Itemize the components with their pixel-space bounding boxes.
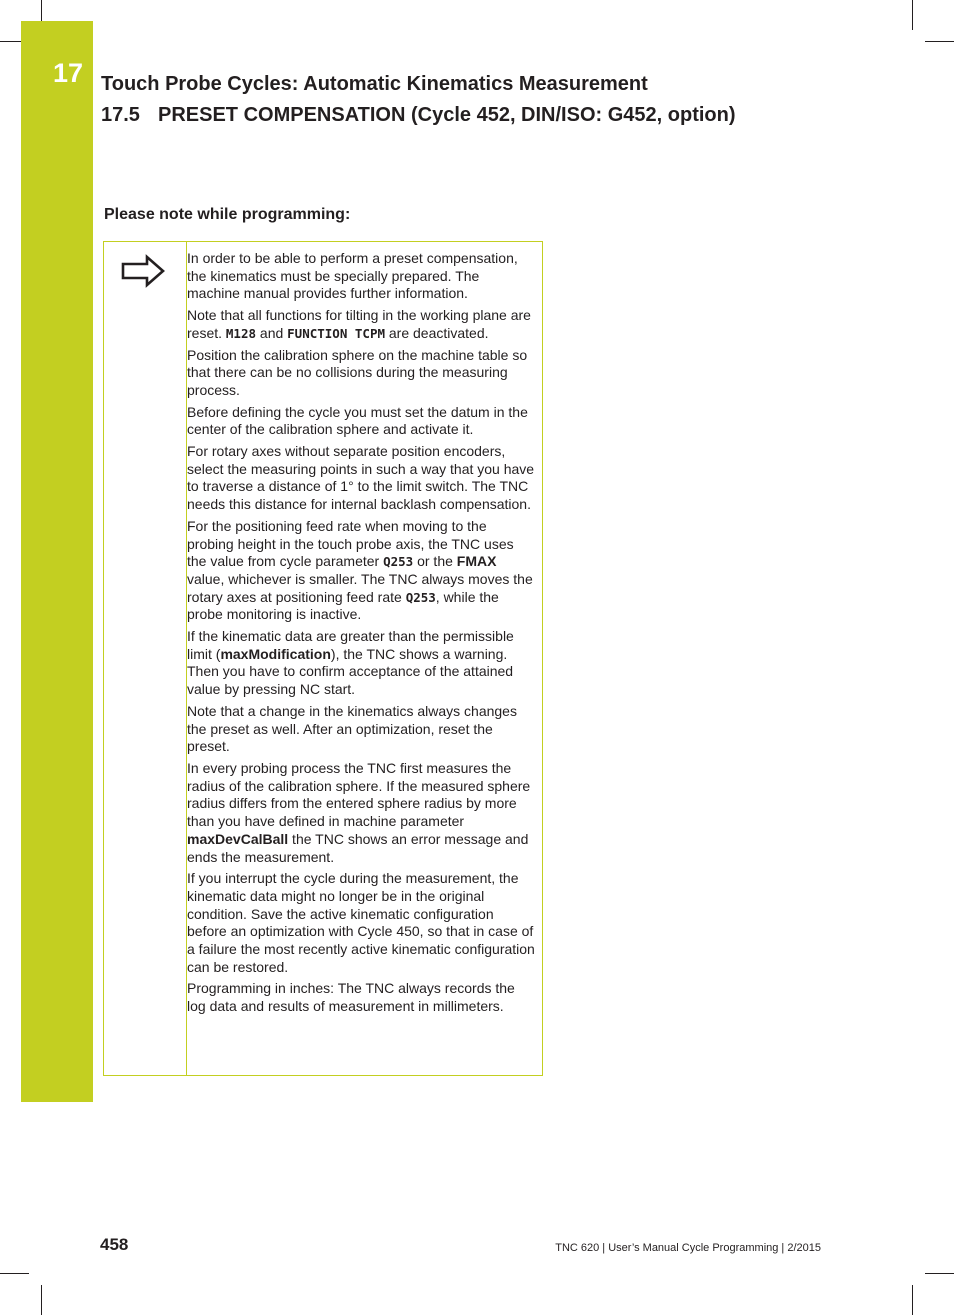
arrow-right-icon (120, 254, 166, 288)
note-paragraph: For the positioning feed rate when moving to the probing height in the touch probe axis, the TNC uses the value from cycle parameter Q253 or the FMAX value, whichever is smaller. The TNC always moves the rotary axes at positioning feed rate Q253, while the probe monitoring is inactive. (187, 517, 533, 623)
page-number: 458 (100, 1235, 129, 1254)
page-footer: TNC 620 | User’s Manual Cycle Programming | 2/2015 (555, 1242, 821, 1254)
code-keyword: Q253 (405, 589, 436, 605)
note-paragraph: Position the calibration sphere on the machine table so that there can be no collisions during the measuring process. (187, 346, 528, 398)
note-list (187, 250, 535, 1020)
crop-mark (912, 0, 913, 30)
section-heading (101, 104, 736, 127)
bold-keyword: maxDevCalBall (187, 830, 289, 847)
crop-mark (0, 1273, 29, 1274)
chapter-number: 17 (53, 58, 84, 88)
crop-mark (41, 0, 42, 21)
crop-mark (925, 41, 954, 42)
crop-mark (925, 1273, 954, 1274)
section-number: 17.5 (101, 104, 140, 126)
note-paragraph: In every probing process the TNC first measures the radius of the calibration sphere. If the measured sphere radius differs from the entered sphere radius by more than you have defined in machine parameter maxDevCalBall the TNC shows an error message and ends the measurement. (187, 759, 531, 865)
note-paragraph: Note that all functions for tilting in the working plane are reset. M128 and FUNCTION TCPM are deactivated. (187, 307, 531, 341)
note-heading: Please note while programming: (104, 206, 351, 223)
note-paragraph: Before defining the cycle you must set the datum in the center of the calibration sphere and activate it. (187, 403, 528, 438)
note-paragraph: For rotary axes without separate position encoders, select the measuring points in such a way that you have to traverse a distance of 1° to the limit switch. The TNC needs this distance for internal backlash compensation. (187, 443, 535, 513)
note-paragraph: Note that a change in the kinematics always changes the preset as well. After an optimization, reset the preset. (187, 702, 517, 755)
note-paragraph: If you interrupt the cycle during the measurement, the kinematic data might no longer be in the original condition. Save the active kinematic configuration before an optimization with Cycle 450, so that in case of a failure the most recently active kinematic configuration can be restored. (187, 870, 535, 975)
note-paragraph: Programming in inches: The TNC always records the log data and results of measurement in millimeters. (187, 980, 515, 1015)
note-paragraph: If the kinematic data are greater than the permissible limit (maxModification), the TNC shows a warning. Then you have to confirm acceptance of the attained value by pressing NC start. (187, 628, 514, 698)
crop-mark (0, 41, 21, 42)
chapter-title: Touch Probe Cycles: Automatic Kinematics Measurement (101, 73, 648, 95)
note-paragraph: In order to be able to perform a preset compensation, the kinematics must be specially prepared. The machine manual provides further information. (187, 250, 518, 302)
bold-keyword: FMAX (456, 553, 497, 570)
chapter-sidebar (21, 21, 93, 1102)
code-keyword: Q253 (383, 554, 414, 570)
code-keyword: FUNCTION TCPM (287, 325, 385, 341)
section-title: PRESET COMPENSATION (Cycle 452, DIN/ISO: G452, option) (158, 104, 736, 126)
crop-mark (912, 1285, 913, 1315)
crop-mark (41, 1285, 42, 1315)
note-box (103, 241, 543, 1076)
bold-keyword: maxModification (220, 645, 331, 662)
code-keyword: M128 (225, 325, 257, 341)
